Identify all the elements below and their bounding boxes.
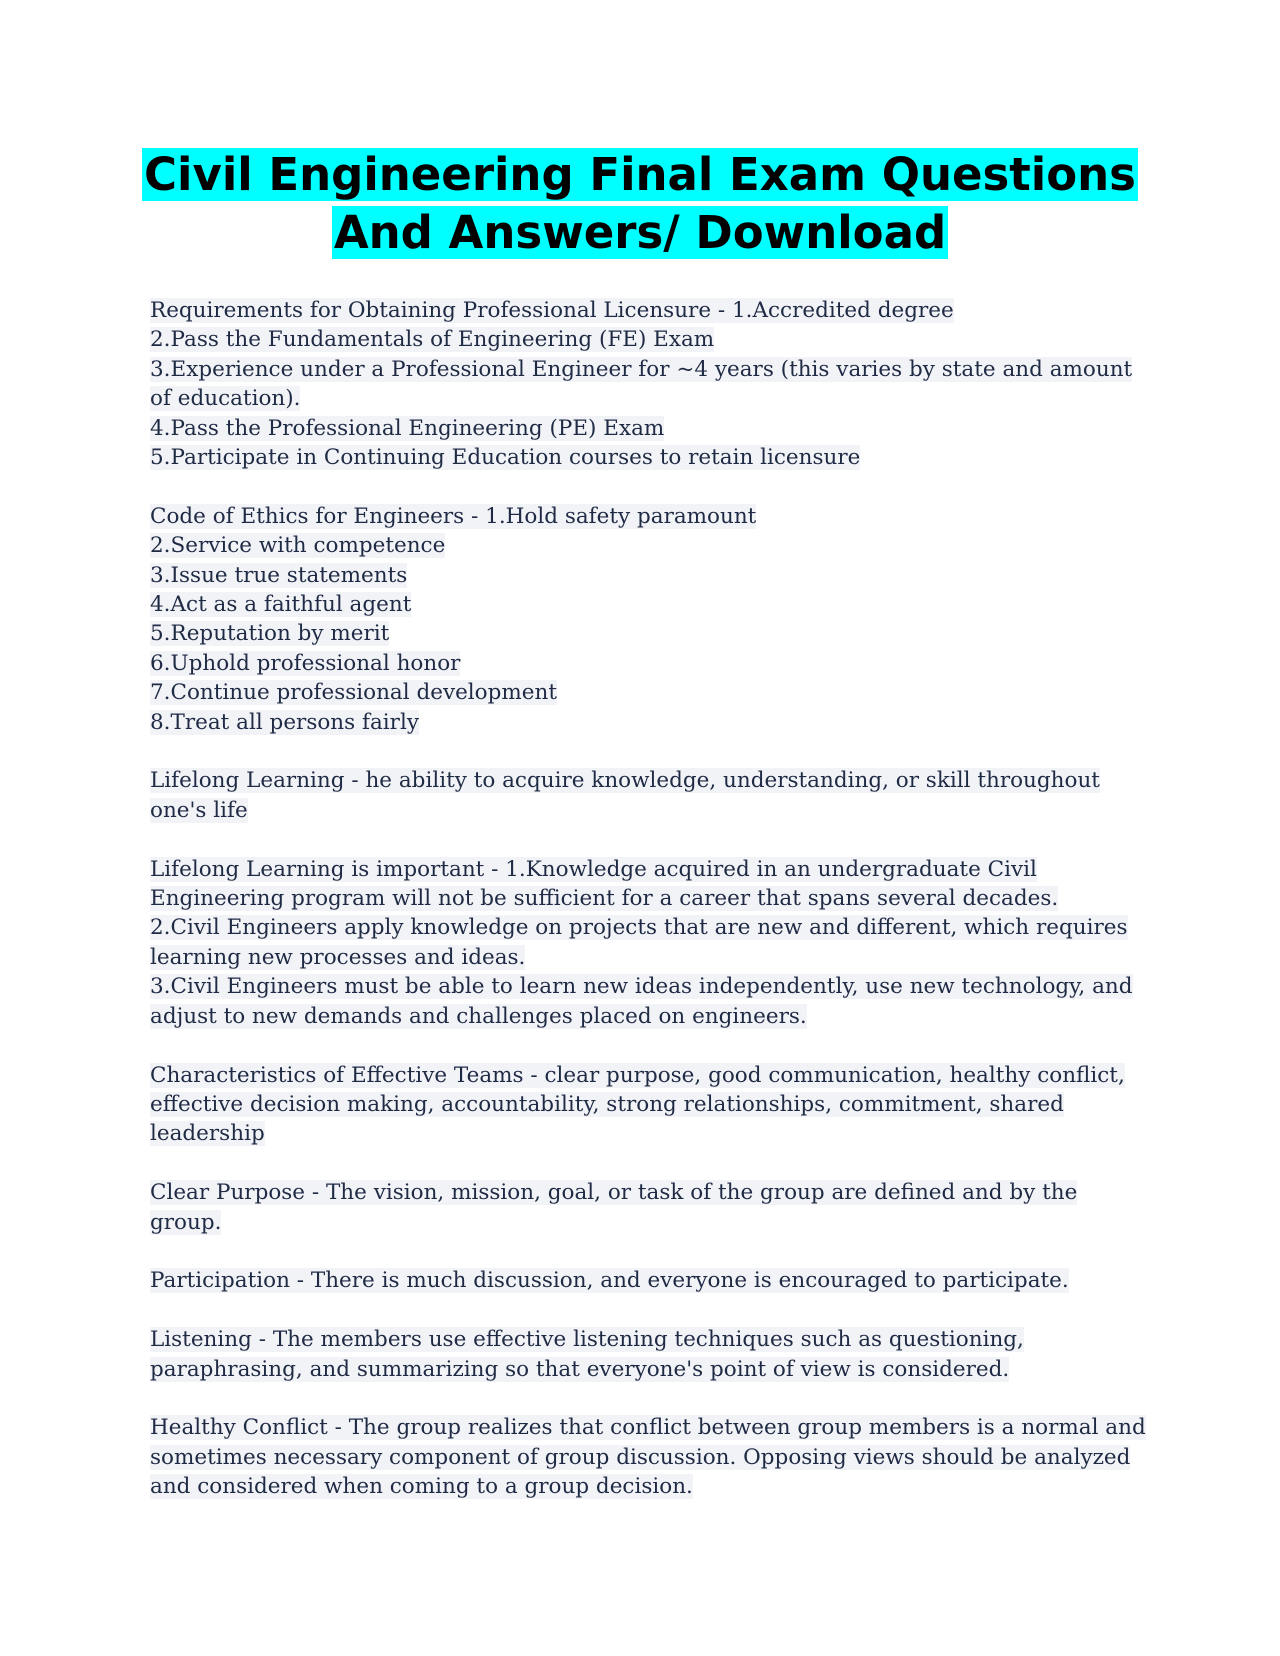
qa-line: Lifelong Learning - he ability to acquire knowledge, understanding, or skill throughout <box>150 768 1100 794</box>
qa-line: Clear Purpose - The vision, mission, goal, or task of the group are defined and by the group. <box>150 1180 1078 1235</box>
qa-list <box>150 296 1150 1531</box>
qa-line: leadership <box>150 1121 265 1147</box>
qa-line: 3.Experience under a Professional Engineer for ~4 years (this varies by state and amount <box>150 356 1133 382</box>
qa-line: 3.Civil Engineers must be able to learn new ideas independently, use new technology, and <box>150 974 1133 1000</box>
qa-item <box>150 1178 1150 1237</box>
qa-item <box>150 1061 1150 1149</box>
qa-line: 2.Pass the Fundamentals of Engineering (FE) Exam <box>150 327 715 353</box>
qa-item <box>150 855 1150 1031</box>
qa-line: 5.Reputation by merit <box>150 621 390 647</box>
qa-line: effective decision making, accountability, strong relationships, commitment, shared <box>150 1091 1064 1117</box>
qa-line: one's life <box>150 797 248 823</box>
qa-line: Engineering program will not be sufficient for a career that spans several decades. <box>150 886 1059 912</box>
qa-line: Characteristics of Effective Teams - clear purpose, good communication, healthy conflict, <box>150 1062 1125 1088</box>
qa-line: 7.Continue professional development <box>150 680 557 706</box>
qa-item <box>150 296 1150 472</box>
qa-line: 4.Act as a faithful agent <box>150 592 412 618</box>
qa-line: 8.Treat all persons fairly <box>150 709 419 735</box>
qa-item <box>150 1266 1150 1295</box>
title-line-2: And Answers/ Download <box>333 206 947 259</box>
qa-line: and considered when coming to a group decision. <box>150 1474 693 1500</box>
qa-line: learning new processes and ideas. <box>150 944 526 970</box>
qa-line: Participation - There is much discussion, and everyone is encouraged to participate. <box>150 1268 1069 1294</box>
qa-line: 2.Civil Engineers apply knowledge on projects that are new and different, which requires <box>150 915 1128 941</box>
qa-line: paraphrasing, and summarizing so that everyone's point of view is considered. <box>150 1356 1010 1382</box>
qa-line: 4.Pass the Professional Engineering (PE) Exam <box>150 415 665 441</box>
qa-item <box>150 502 1150 737</box>
qa-line: Lifelong Learning is important - 1.Knowledge acquired in an undergraduate Civil <box>150 856 1037 882</box>
qa-line: 2.Service with competence <box>150 533 446 559</box>
qa-item <box>150 766 1150 825</box>
qa-item <box>150 1325 1150 1384</box>
qa-line: 5.Participate in Continuing Education courses to retain licensure <box>150 445 861 471</box>
qa-line: of education). <box>150 386 301 412</box>
title-line-1: Civil Engineering Final Exam Questions <box>144 148 1136 201</box>
qa-line: Requirements for Obtaining Professional Licensure - 1.Accredited degree <box>150 298 954 323</box>
qa-line: Listening - The members use effective listening techniques such as questioning, <box>150 1327 1024 1353</box>
qa-item <box>150 1413 1150 1501</box>
qa-line: Healthy Conflict - The group realizes that conflict between group members is a normal and <box>150 1415 1146 1441</box>
qa-line: 3.Issue true statements <box>150 562 408 588</box>
document-title <box>0 146 1280 262</box>
qa-line: 6.Uphold professional honor <box>150 650 461 676</box>
qa-line: adjust to new demands and challenges placed on engineers. <box>150 1003 807 1029</box>
qa-line: Code of Ethics for Engineers - 1.Hold safety paramount <box>150 503 757 529</box>
qa-line: sometimes necessary component of group discussion. Opposing views should be analyzed <box>150 1444 1131 1470</box>
